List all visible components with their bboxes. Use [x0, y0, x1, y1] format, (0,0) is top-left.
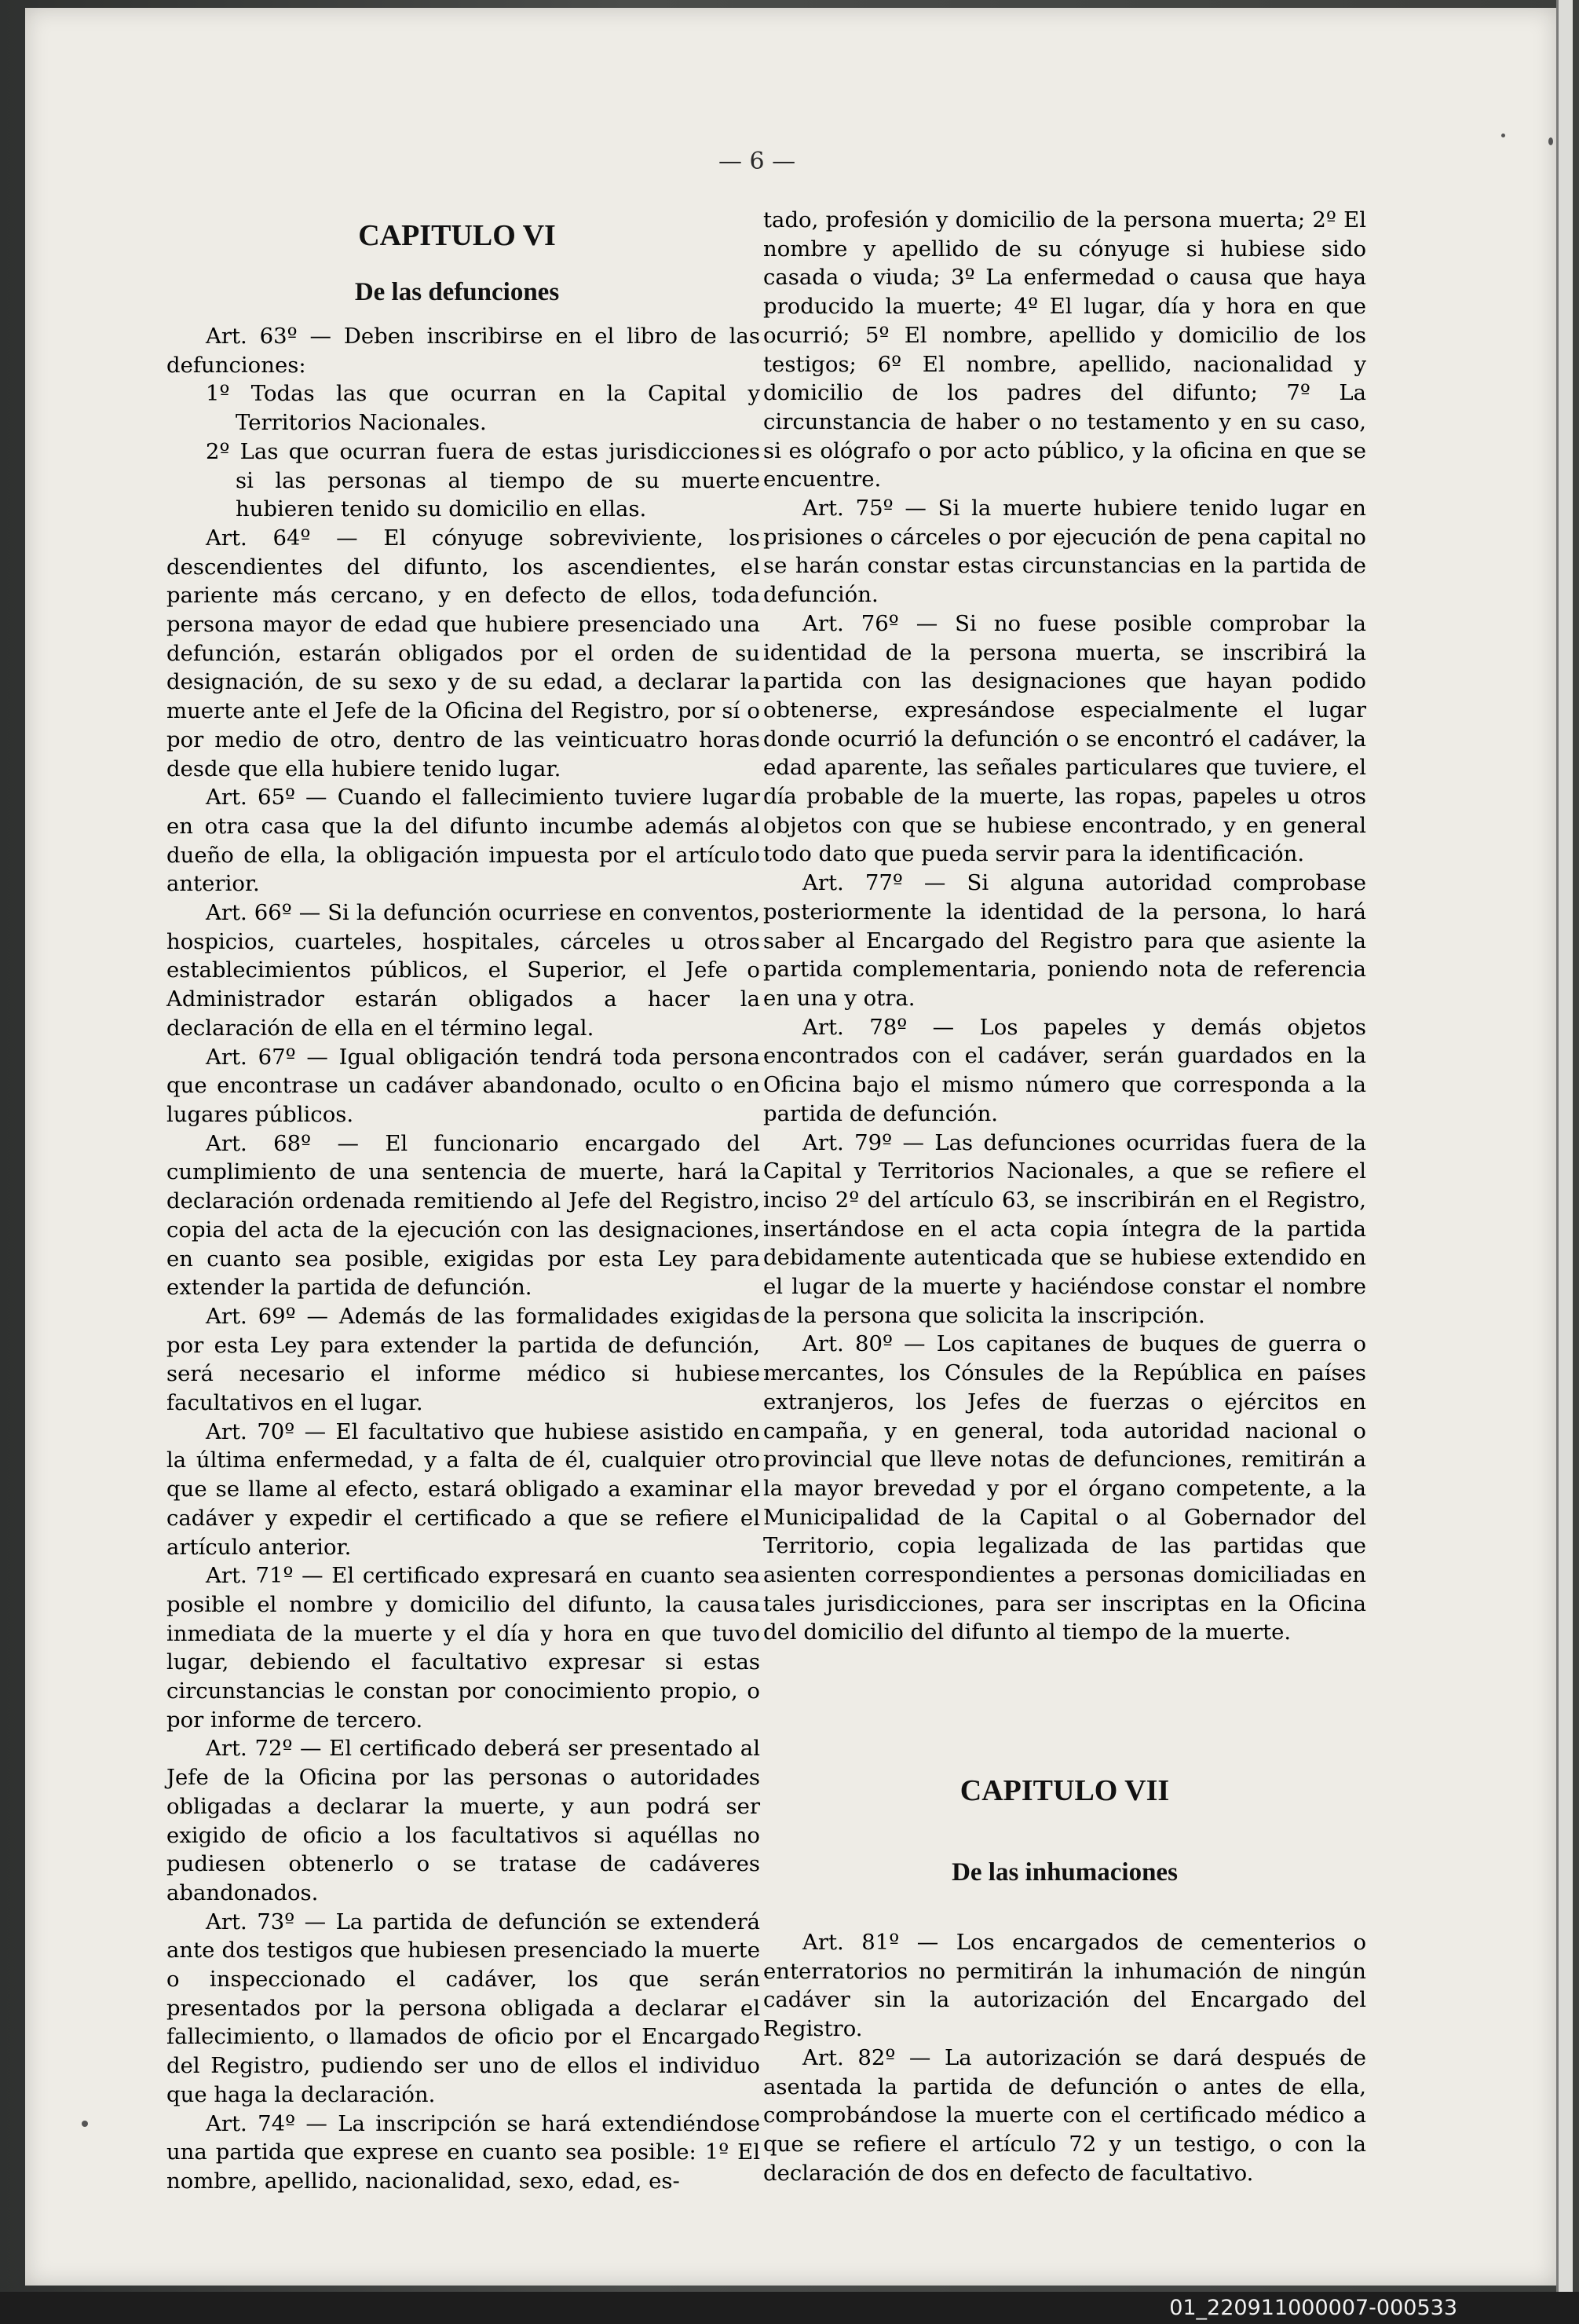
right-text-column — [763, 206, 1366, 1647]
paragraph-continuation: tado, profesión y domicilio de la persona muerta; 2º El nombre y apellido de su cónyuge si hubiese sido casada o viuda; 3º La enfermedad o causa que haya producido la muerte; 4º El lugar, día y hora en que ocurrió; 5º El nombre, apellido y domicilio de los testigos; 6º El nombre, apellido, nacionalidad y domicilio de los padres del difunto; 7º La circunstancia de haber o no testamento y en su caso, si es ológrafo o por acto público, y la oficina en que se encuentre. — [763, 207, 1366, 492]
paragraph: Art. 64º — El cónyuge sobreviviente, los descendientes del difunto, los ascendientes, el pariente más cercano, y en defecto de ellos, toda persona mayor de edad que hubiere presenciado una defunción, estarán obligados por el orden de su designación, de su sexo y de su edad, a declarar la muerte ante el Jefe de la Oficina del Registro, por sí o por medio de otro, dentro de las veinticuatro horas desde que ella hubiere tenido lugar. — [166, 525, 760, 781]
paragraph: Art. 73º — La partida de defunción se extenderá ante dos testigos que hubiesen presenciado la muerte o inspeccionado el cadáver, los que serán presentados por la persona obligada a declarar el fallecimiento, o llamados de oficio por el Encargado del Registro, pudiendo ser uno de ellos el individuo que haga la declaración. — [166, 1909, 760, 2107]
paragraph: Art. 82º — La autorización se dará después de asentada la partida de defunción o antes de ella, comprobándose la muerte con el certificado médico a que se refiere el artículo 72 y un testigo, o con la declaración de dos en defecto de facultativo. — [763, 2044, 1366, 2186]
paragraph: Art. 67º — Igual obligación tendrá toda persona que encontrase un cadáver abandonado, oculto o en lugares públicos. — [166, 1044, 760, 1127]
paragraph: Art. 77º — Si alguna autoridad comprobase posteriormente la identidad de la persona, lo hará saber al Encargado del Registro para que asiente la partida complementaria, poniendo nota de referencia en una y otra. — [763, 870, 1366, 1011]
right-text-column-lower — [763, 1928, 1366, 2187]
paragraph: Art. 78º — Los papeles y demás objetos encontrados con el cadáver, serán guardados en la Oficina bajo el mismo número que corresponda a la partida de defunción. — [763, 1014, 1366, 1126]
paragraph: Art. 68º — El funcionario encargado del cumplimiento de una sentencia de muerte, hará la declaración ordenada remitiendo al Jefe del Registro, copia del acta de la ejecución con las designaciones, en cuanto sea posible, exigidas por esta Ley para extender la partida de defunción. — [166, 1130, 760, 1301]
paragraph: Art. 66º — Si la defunción ocurriese en conventos, hospicios, cuarteles, hospitales, cárceles u otros establecimientos públicos, el Superior, el Jefe o Administrador estarán obligados a hacer la declaración de ella en el término legal. — [166, 900, 760, 1041]
left-text-column — [166, 322, 760, 2196]
paragraph: Art. 72º — El certificado deberá ser presentado al Jefe de la Oficina por las personas o autoridades obligadas a declarar la muerte, y aun podrá ser exigido de oficio a los facultativos si aquéllas no pudiesen obtenerlo o se tratase de cadáveres abandonados. — [166, 1736, 760, 1905]
chapter-title: CAPITULO VI — [358, 219, 556, 252]
scan-footer — [0, 2292, 1579, 2324]
scan-identifier: 01_220911000007-000533 — [1169, 2296, 1457, 2320]
chapter-title: CAPITULO VII — [959, 1774, 1170, 1807]
paragraph: Art. 75º — Si la muerte hubiere tenido lugar en prisiones o cárceles o por ejecución de pena capital no se harán constar estas circunstancias en la partida de defunción. — [763, 496, 1366, 608]
paragraph: Art. 69º — Además de las formalidades exigidas por esta Ley para extender la partida de defunción, será necesario el informe médico si hubiese facultativos en el lugar. — [166, 1303, 760, 1416]
paragraph: Art. 71º — El certificado expresará en cuanto sea posible el nombre y domicilio del difunto, la causa inmediata de la muerte y el día y hora en que tuvo lugar, debiendo el facultativo expresar si estas circunstancias le constan por conocimiento propio, o por informe de tercero. — [166, 1563, 760, 1733]
paragraph: Art. 74º — La inscripción se hará extendiéndose una partida que exprese en cuanto sea posible: 1º El nombre, apellido, nacionalidad, sexo, edad, es- — [166, 2110, 760, 2194]
page-number: — 6 — — [718, 148, 796, 175]
list-item: 1º Todas las que ocurran en la Capital y Territorios Nacionales. — [206, 381, 760, 436]
paragraph: Art. 65º — Cuando el fallecimiento tuviere lugar en otra casa que la del difunto incumbe además al dueño de ella, la obligación impuesta por el artículo anterior. — [166, 785, 760, 897]
chapter-subtitle: De las inhumaciones — [952, 1858, 1178, 1887]
paragraph: Art. 80º — Los capitanes de buques de guerra o mercantes, los Cónsules de la República en países extranjeros, los Jefes de fuerzas o ejércitos en campaña, y en general, toda autoridad nacional o provincial que lleve notas de defunciones, remitirán a la mayor brevedad y por el órgano competente, a la Municipalidad de la Capital o al Gobernador del Territorio, copia legalizada de las partidas que asienten correspondientes a personas domiciliadas en tales jurisdicciones, para ser inscriptas en la Oficina del domicilio del difunto al tiempo de la muerte. — [763, 1331, 1366, 1645]
ink-speck — [1501, 134, 1505, 137]
ink-speck — [82, 2121, 88, 2127]
paragraph: Art. 70º — El facultativo que hubiese asistido en la última enfermedad, y a falta de él, cualquier otro que se llame al efecto, estará obligado a examinar el cadáver y expedir el certificado a que se refiere el artículo anterior. — [166, 1418, 760, 1560]
list-item: 2º Las que ocurran fuera de estas jurisdicciones si las personas al tiempo de su muerte hubieren tenido su domicilio en ellas. — [206, 438, 760, 522]
paragraph: Art. 63º — Deben inscribirse en el libro de las defunciones: — [166, 324, 760, 378]
paragraph: Art. 81º — Los encargados de cementerios o enterratorios no permitirán la inhumación de ningún cadáver sin la autorización del Encargado del Registro. — [763, 1930, 1366, 2042]
paragraph: Art. 76º — Si no fuese posible comprobar la identidad de la persona muerta, se inscribirá la partida con las designaciones que hayan podido obtenerse, expresándose especialmente el lugar donde ocurrió la defunción o se encontró el cadáver, la edad aparente, las señales particulares que tuviere, el día probable de la muerte, las ropas, papeles u otros objetos con que se hubiese encontrado, y en general todo dato que pueda servir para la identificación. — [763, 610, 1366, 867]
next-page-edge — [1556, 0, 1573, 2292]
ink-speck — [1548, 137, 1553, 145]
chapter-subtitle: De las defunciones — [354, 278, 560, 306]
paragraph: Art. 79º — Las defunciones ocurridas fuera de la Capital y Territorios Nacionales, a que se refiere el inciso 2º del artículo 63, se inscribirán en el Registro, insertándose en el acta copia íntegra de la partida debidamente autenticada que se hubiese extendido en el lugar de la muerte y haciéndose constar el nombre de la persona que solicita la inscripción. — [763, 1129, 1366, 1328]
